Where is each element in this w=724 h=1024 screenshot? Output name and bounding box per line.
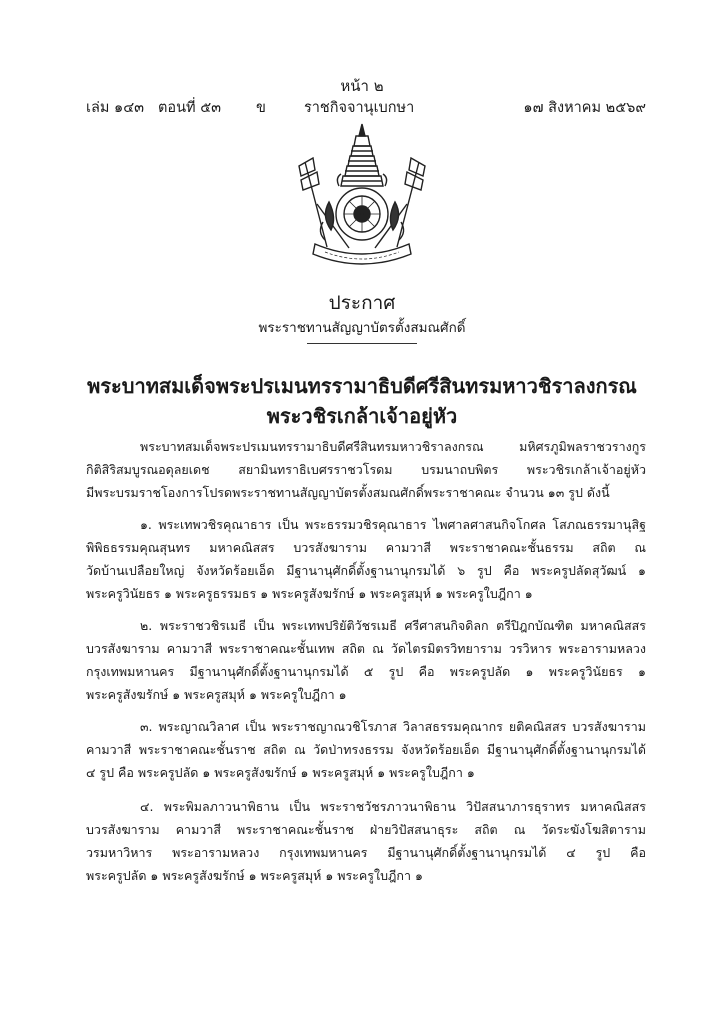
appointment-item-4 (86, 795, 646, 887)
royal-emblem-icon (287, 122, 437, 272)
item-line: กรุงเทพมหานคร มีฐานานุศักดิ์ตั้งฐานานุกรมได้ ๕ รูป คือ พระครูปลัด ๑ พระครูวินัยธร ๑ (86, 664, 646, 679)
volume-number: เล่ม ๑๔๓ (86, 100, 145, 116)
item-line: บวรสังฆาราม คามวาสี พระราชาคณะชั้นราช ฝ่ายวิปัสสนาธุระ สถิต ณ วัดระฆังโฆสิตาราม (86, 822, 646, 837)
item-line: คามวาสี พระราชาคณะชั้นราช สถิต ณ วัดป่าทรงธรรม จังหวัดร้อยเอ็ด มีฐานานุศักดิ์ตั้งฐานานุกรมได้ (86, 742, 646, 757)
appointment-item-1 (86, 513, 646, 605)
item-line: ๔ รูป คือ พระครูปลัด ๑ พระครูสังฆรักษ์ ๑ พระครูสมุห์ ๑ พระครูใบฎีกา ๑ (86, 765, 475, 780)
gazette-header (86, 96, 646, 118)
item-line: ๔. พระพิมลภาวนาพิธาน เป็น พระราชวัชรภาวนาพิธาน วิปัสสนาภารธุราทร มหาคณิสสร (140, 799, 646, 814)
item-line: วรมหาวิหาร พระอารามหลวง กรุงเทพมหานคร มีฐานานุศักดิ์ตั้งฐานานุกรมได้ ๔ รูป คือ (86, 845, 646, 860)
item-line: พระครูปลัด ๑ พระครูสังฆรักษ์ ๑ พระครูสมุห์ ๑ พระครูใบฎีกา ๑ (86, 868, 423, 883)
title-divider (307, 343, 417, 344)
intro-line: มีพระบรมราชโองการโปรดพระราชทานสัญญาบัตรตั้งสมณศักดิ์พระราชาคณะ จำนวน ๑๓ รูป ดังนี้ (86, 485, 610, 500)
appointment-item-3 (86, 715, 646, 784)
section-sub: ข (256, 100, 266, 116)
section-number: ตอนที่ ๕๓ (158, 100, 222, 116)
page-number: หน้า ๒ (340, 77, 384, 95)
intro-line: พระบาทสมเด็จพระปรเมนทรรามาธิบดีศรีสินทรมหาวชิราลงกรณ มหิศรภูมิพลราชวรางกูร (140, 439, 646, 454)
item-line: ๒. พระราชวชิรเมธี เป็น พระเทพปริยัติวัชรเมธี ศรีศาสนกิจดิลก ตรีปิฎกบัณฑิต มหาคณิสสร (140, 618, 646, 633)
intro-line: กิติสิริสมบูรณอดุลยเดช สยามินทราธิเบศรราชวโรดม บรมนาถบพิตร พระวชิรเกล้าเจ้าอยู่หัว (86, 462, 646, 477)
item-line: พระครูสังฆรักษ์ ๑ พระครูสมุห์ ๑ พระครูใบฎีกา ๑ (86, 687, 347, 702)
item-line: บวรสังฆาราม คามวาสี พระราชาคณะชั้นเทพ สถิต ณ วัดไตรมิตรวิทยาราม วรวิหาร พระอารามหลวง (86, 641, 646, 656)
announcement-title: ประกาศ (328, 292, 396, 314)
king-name-line-1: พระบาทสมเด็จพระปรเมนทรรามาธิบดีศรีสินทรมหาวชิราลงกรณ (87, 374, 637, 398)
item-line: พิพิธธรรมคุณสุนทร มหาคณิสสร บวรสังฆาราม คามวาสี พระราชาคณะชั้นธรรม สถิต ณ (86, 540, 646, 555)
appointment-item-2 (86, 614, 646, 706)
issue-date: ๑๗ สิงหาคม ๒๕๖๙ (523, 100, 646, 116)
item-line: พระครูวินัยธร ๑ พระครูธรรมธร ๑ พระครูสังฆรักษ์ ๑ พระครูสมุห์ ๑ พระครูใบฎีกา ๑ (86, 586, 533, 601)
king-name-line-2: พระวชิรเกล้าเจ้าอยู่หัว (266, 404, 458, 428)
item-line: ๑. พระเทพวชิรคุณาธาร เป็น พระธรรมวชิรคุณาธาร ไพศาลศาสนกิจโกศล โสภณธรรมานุสิฐ (140, 517, 646, 532)
item-line: ๓. พระญาณวิลาศ เป็น พระราชญาณวชิโรภาส วิลาสธรรมคุณากร ยติคณิสสร บวรสังฆาราม (140, 719, 646, 734)
intro-paragraph (86, 435, 646, 504)
gazette-name: ราชกิจจานุเบกษา (304, 100, 415, 116)
announcement-subtitle: พระราชทานสัญญาบัตรตั้งสมณศักดิ์ (258, 320, 466, 336)
item-line: วัดบ้านเปลือยใหญ่ จังหวัดร้อยเอ็ด มีฐานานุศักดิ์ตั้งฐานานุกรมได้ ๖ รูป คือ พระครูปลัดสุวัฒน์ ๑ (86, 563, 646, 578)
